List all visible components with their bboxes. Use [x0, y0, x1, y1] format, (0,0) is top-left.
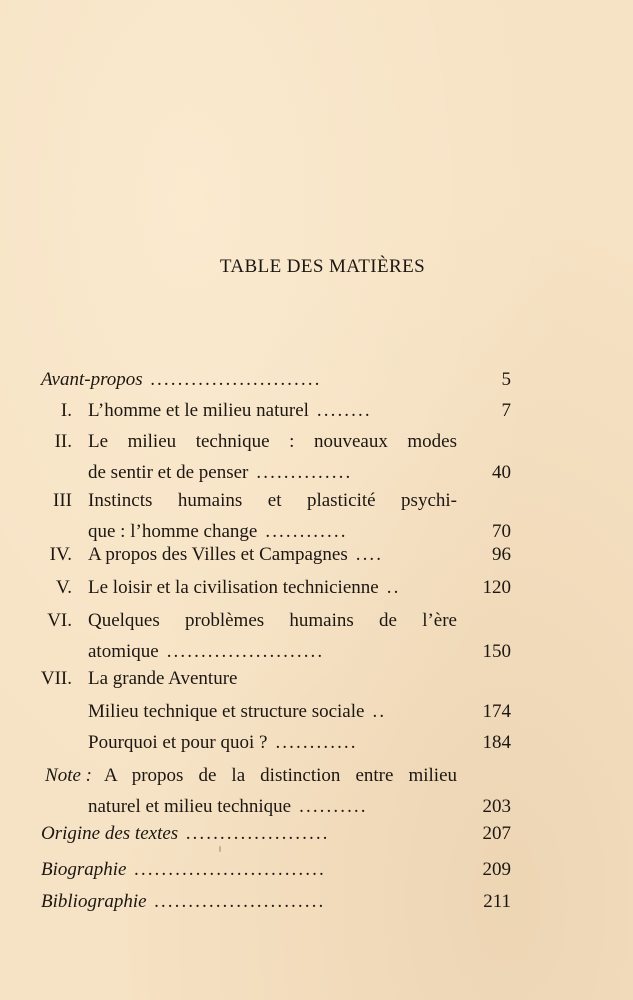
toc-entry-title — [41, 364, 322, 395]
leader-dots: ......................... — [154, 891, 326, 912]
toc-entry-title-text: atomique — [88, 641, 159, 662]
toc-entry-chapter-3 — [0, 485, 633, 547]
leader-dots: ........ — [316, 400, 372, 421]
chapter-number: V. — [55, 577, 72, 598]
toc-subentry-pourquoi — [0, 727, 633, 758]
toc-entry-title-text: que : l’homme change — [88, 521, 258, 542]
toc-page-number: 150 — [482, 641, 511, 662]
toc-entry-chapter-2 — [0, 426, 633, 488]
toc-entry-title: La grande Aventure — [88, 668, 238, 689]
toc-entry-avant-propos — [0, 364, 633, 395]
toc-page-number: 203 — [482, 796, 511, 817]
toc-entry-title — [88, 572, 400, 603]
toc-entry-title-line-1: Instincts humains et plasticité psychi- — [88, 490, 457, 511]
toc-entry-bibliographie — [0, 886, 633, 917]
toc-page-number: 174 — [482, 701, 511, 722]
chapter-number: IV. — [49, 544, 72, 565]
toc-entry-title-text: Avant-propos — [41, 369, 143, 390]
toc-entry-title-line-1: A propos de la distinction entre milieu — [104, 765, 457, 786]
leader-dots: ............................ — [134, 859, 327, 880]
leader-dots: ..................... — [186, 823, 331, 844]
toc-entry-title-text: A propos des Villes et Campagnes — [88, 544, 348, 565]
toc-page-number: 5 — [501, 369, 511, 390]
toc-entry-title-text: naturel et milieu technique — [88, 796, 292, 817]
leader-dots: ......................... — [150, 369, 322, 390]
toc-entry-title-line-1: Le milieu technique : nouveaux modes — [88, 431, 457, 452]
toc-page-number: 120 — [482, 577, 511, 598]
note-label: Note : — [45, 765, 92, 786]
paper-mark — [219, 846, 221, 852]
toc-entry-chapter-1 — [0, 395, 633, 426]
toc-page-number: 7 — [501, 400, 511, 421]
toc-entry-title — [88, 539, 383, 570]
toc-subentry-milieu-technique — [0, 696, 633, 727]
toc-entry-title — [88, 696, 386, 727]
leader-dots: ....................... — [166, 641, 325, 662]
chapter-number: II. — [54, 431, 72, 452]
toc-entry-title-text: Milieu technique et structure sociale — [88, 701, 365, 722]
toc-entry-title — [88, 727, 358, 758]
toc-entry-note — [0, 760, 633, 822]
toc-entry-chapter-7 — [0, 663, 633, 694]
toc-entry-title-text: Le loisir et la civilisation technicienne — [88, 577, 379, 598]
toc-entry-origine-des-textes — [0, 818, 633, 849]
leader-dots: ............ — [275, 732, 358, 753]
toc-entry-title-text: de sentir et de penser — [88, 462, 249, 483]
toc-page-number: 96 — [492, 544, 511, 565]
toc-entry-chapter-6 — [0, 605, 633, 667]
toc-page-number: 184 — [482, 732, 511, 753]
toc-entry-title-text: Bibliographie — [41, 891, 147, 912]
toc-page-number: 70 — [492, 521, 511, 542]
toc-entry-title-text: Pourquoi et pour quoi ? — [88, 732, 268, 753]
leader-dots: .......... — [299, 796, 368, 817]
leader-dots: .............. — [256, 462, 353, 483]
leader-dots: .. — [372, 701, 387, 722]
leader-dots: ............ — [265, 521, 348, 542]
toc-entry-title-line-1: Quelques problèmes humains de l’ère — [88, 610, 457, 631]
page-title: TABLE DES MATIÈRES — [219, 256, 426, 277]
toc-entry-biographie — [0, 854, 633, 885]
toc-page-number: 209 — [482, 859, 511, 880]
chapter-number: I. — [60, 400, 72, 421]
leader-dots: .... — [355, 544, 384, 565]
toc-page-number: 207 — [482, 823, 511, 844]
toc-entry-chapter-5 — [0, 572, 633, 603]
toc-page-number: 40 — [492, 462, 511, 483]
toc-entry-title-text: Origine des textes — [41, 823, 179, 844]
toc-entry-title-text: L’homme et le milieu naturel — [88, 400, 309, 421]
chapter-number: VI. — [47, 610, 72, 631]
toc-entry-title-text: Biographie — [41, 859, 127, 880]
toc-entry-title — [41, 818, 330, 849]
toc-entry-title — [88, 395, 372, 426]
toc-entry-title — [41, 854, 326, 885]
toc-entry-title-line-2 — [88, 457, 352, 488]
toc-entry-chapter-4 — [0, 539, 633, 570]
toc-entry-title — [41, 886, 326, 917]
leader-dots: .. — [386, 577, 401, 598]
chapter-number: VII. — [40, 668, 72, 689]
toc-page-number: 211 — [483, 891, 511, 912]
chapter-number: III — [53, 490, 72, 511]
